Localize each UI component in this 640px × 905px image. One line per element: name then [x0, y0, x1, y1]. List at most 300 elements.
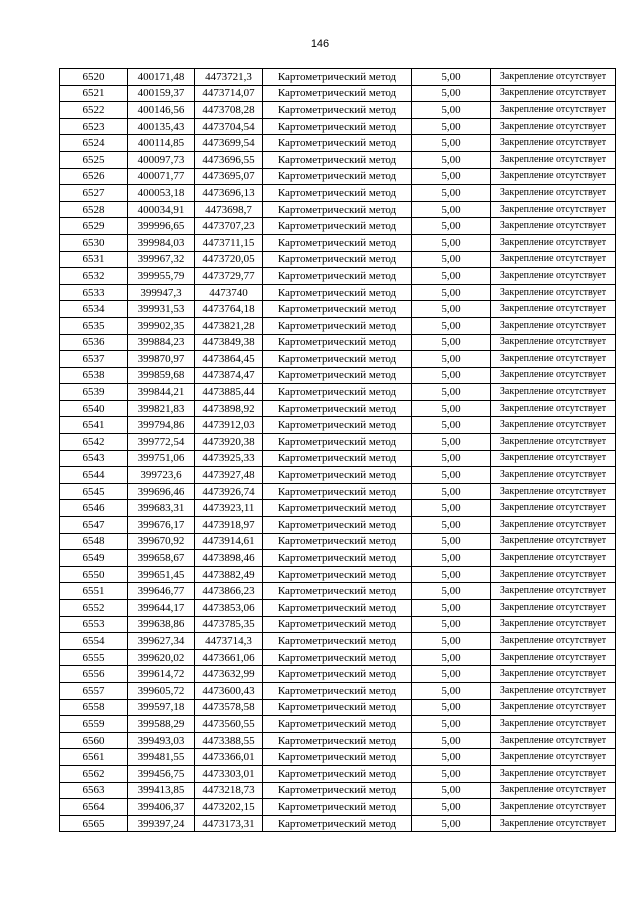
table-row	[60, 815, 616, 832]
y-coordinate-cell: 4473882,49	[195, 566, 263, 583]
method-cell: Картометрический метод	[263, 384, 412, 401]
accuracy-cell: 5,00	[412, 782, 491, 799]
fixation-cell: Закрепление отсутствует	[491, 234, 616, 251]
table-row	[60, 85, 616, 102]
accuracy-cell: 5,00	[412, 517, 491, 534]
x-coordinate-cell: 399947,3	[128, 284, 195, 301]
table-row	[60, 384, 616, 401]
accuracy-cell: 5,00	[412, 682, 491, 699]
x-coordinate-cell: 399605,72	[128, 682, 195, 699]
x-coordinate-cell: 399406,37	[128, 799, 195, 816]
method-cell: Картометрический метод	[263, 517, 412, 534]
method-cell: Картометрический метод	[263, 500, 412, 517]
y-coordinate-cell: 4473874,47	[195, 367, 263, 384]
y-coordinate-cell: 4473925,33	[195, 450, 263, 467]
fixation-cell: Закрепление отсутствует	[491, 649, 616, 666]
fixation-cell: Закрепление отсутствует	[491, 317, 616, 334]
accuracy-cell: 5,00	[412, 765, 491, 782]
table-row	[60, 799, 616, 816]
y-coordinate-cell: 4473764,18	[195, 301, 263, 318]
point-number-cell: 6555	[60, 649, 128, 666]
method-cell: Картометрический метод	[263, 251, 412, 268]
y-coordinate-cell: 4473303,01	[195, 765, 263, 782]
fixation-cell: Закрепление отсутствует	[491, 799, 616, 816]
method-cell: Картометрический метод	[263, 583, 412, 600]
method-cell: Картометрический метод	[263, 749, 412, 766]
accuracy-cell: 5,00	[412, 550, 491, 567]
y-coordinate-cell: 4473578,58	[195, 699, 263, 716]
method-cell: Картометрический метод	[263, 434, 412, 451]
point-number-cell: 6554	[60, 633, 128, 650]
method-cell: Картометрический метод	[263, 716, 412, 733]
point-number-cell: 6522	[60, 102, 128, 119]
x-coordinate-cell: 400171,48	[128, 69, 195, 86]
x-coordinate-cell: 399884,23	[128, 334, 195, 351]
method-cell: Картометрический метод	[263, 550, 412, 567]
accuracy-cell: 5,00	[412, 699, 491, 716]
accuracy-cell: 5,00	[412, 284, 491, 301]
fixation-cell: Закрепление отсутствует	[491, 732, 616, 749]
accuracy-cell: 5,00	[412, 716, 491, 733]
fixation-cell: Закрепление отсутствует	[491, 815, 616, 832]
x-coordinate-cell: 399397,24	[128, 815, 195, 832]
method-cell: Картометрический метод	[263, 566, 412, 583]
fixation-cell: Закрепление отсутствует	[491, 351, 616, 368]
table-row	[60, 118, 616, 135]
point-number-cell: 6562	[60, 765, 128, 782]
method-cell: Картометрический метод	[263, 85, 412, 102]
table-row	[60, 633, 616, 650]
y-coordinate-cell: 4473560,55	[195, 716, 263, 733]
y-coordinate-cell: 4473866,23	[195, 583, 263, 600]
point-number-cell: 6534	[60, 301, 128, 318]
point-number-cell: 6531	[60, 251, 128, 268]
x-coordinate-cell: 399870,97	[128, 351, 195, 368]
x-coordinate-cell: 400114,85	[128, 135, 195, 152]
x-coordinate-cell: 399794,86	[128, 417, 195, 434]
point-number-cell: 6541	[60, 417, 128, 434]
y-coordinate-cell: 4473704,54	[195, 118, 263, 135]
fixation-cell: Закрепление отсутствует	[491, 400, 616, 417]
point-number-cell: 6536	[60, 334, 128, 351]
y-coordinate-cell: 4473849,38	[195, 334, 263, 351]
accuracy-cell: 5,00	[412, 533, 491, 550]
fixation-cell: Закрепление отсутствует	[491, 450, 616, 467]
accuracy-cell: 5,00	[412, 649, 491, 666]
fixation-cell: Закрепление отсутствует	[491, 168, 616, 185]
table-row	[60, 716, 616, 733]
point-number-cell: 6540	[60, 400, 128, 417]
x-coordinate-cell: 399902,35	[128, 317, 195, 334]
x-coordinate-cell: 400071,77	[128, 168, 195, 185]
method-cell: Картометрический метод	[263, 417, 412, 434]
point-number-cell: 6527	[60, 185, 128, 202]
point-number-cell: 6523	[60, 118, 128, 135]
accuracy-cell: 5,00	[412, 268, 491, 285]
accuracy-cell: 5,00	[412, 434, 491, 451]
accuracy-cell: 5,00	[412, 500, 491, 517]
y-coordinate-cell: 4473926,74	[195, 483, 263, 500]
fixation-cell: Закрепление отсутствует	[491, 118, 616, 135]
accuracy-cell: 5,00	[412, 185, 491, 202]
method-cell: Картометрический метод	[263, 732, 412, 749]
x-coordinate-cell: 399772,54	[128, 434, 195, 451]
fixation-cell: Закрепление отсутствует	[491, 185, 616, 202]
x-coordinate-cell: 399413,85	[128, 782, 195, 799]
accuracy-cell: 5,00	[412, 400, 491, 417]
table-row	[60, 151, 616, 168]
table-row	[60, 284, 616, 301]
method-cell: Картометрический метод	[263, 666, 412, 683]
point-number-cell: 6542	[60, 434, 128, 451]
method-cell: Картометрический метод	[263, 782, 412, 799]
fixation-cell: Закрепление отсутствует	[491, 102, 616, 119]
method-cell: Картометрический метод	[263, 616, 412, 633]
method-cell: Картометрический метод	[263, 317, 412, 334]
fixation-cell: Закрепление отсутствует	[491, 467, 616, 484]
fixation-cell: Закрепление отсутствует	[491, 367, 616, 384]
point-number-cell: 6560	[60, 732, 128, 749]
accuracy-cell: 5,00	[412, 334, 491, 351]
table-row	[60, 135, 616, 152]
accuracy-cell: 5,00	[412, 85, 491, 102]
accuracy-cell: 5,00	[412, 815, 491, 832]
method-cell: Картометрический метод	[263, 151, 412, 168]
accuracy-cell: 5,00	[412, 251, 491, 268]
accuracy-cell: 5,00	[412, 102, 491, 119]
method-cell: Картометрический метод	[263, 600, 412, 617]
x-coordinate-cell: 399638,86	[128, 616, 195, 633]
accuracy-cell: 5,00	[412, 633, 491, 650]
y-coordinate-cell: 4473707,23	[195, 218, 263, 235]
accuracy-cell: 5,00	[412, 600, 491, 617]
fixation-cell: Закрепление отсутствует	[491, 201, 616, 218]
y-coordinate-cell: 4473914,61	[195, 533, 263, 550]
fixation-cell: Закрепление отсутствует	[491, 616, 616, 633]
table-row	[60, 732, 616, 749]
table-row	[60, 185, 616, 202]
method-cell: Картометрический метод	[263, 467, 412, 484]
point-number-cell: 6563	[60, 782, 128, 799]
y-coordinate-cell: 4473898,46	[195, 550, 263, 567]
table-row	[60, 699, 616, 716]
accuracy-cell: 5,00	[412, 583, 491, 600]
method-cell: Картометрический метод	[263, 815, 412, 832]
x-coordinate-cell: 399984,03	[128, 234, 195, 251]
method-cell: Картометрический метод	[263, 351, 412, 368]
x-coordinate-cell: 399723,6	[128, 467, 195, 484]
x-coordinate-cell: 399620,02	[128, 649, 195, 666]
point-number-cell: 6520	[60, 69, 128, 86]
y-coordinate-cell: 4473698,7	[195, 201, 263, 218]
table-row	[60, 317, 616, 334]
point-number-cell: 6556	[60, 666, 128, 683]
point-number-cell: 6533	[60, 284, 128, 301]
point-number-cell: 6565	[60, 815, 128, 832]
x-coordinate-cell: 399658,67	[128, 550, 195, 567]
point-number-cell: 6544	[60, 467, 128, 484]
fixation-cell: Закрепление отсутствует	[491, 782, 616, 799]
y-coordinate-cell: 4473695,07	[195, 168, 263, 185]
y-coordinate-cell: 4473918,97	[195, 517, 263, 534]
method-cell: Картометрический метод	[263, 201, 412, 218]
x-coordinate-cell: 399844,21	[128, 384, 195, 401]
x-coordinate-cell: 399967,32	[128, 251, 195, 268]
method-cell: Картометрический метод	[263, 483, 412, 500]
x-coordinate-cell: 399996,65	[128, 218, 195, 235]
method-cell: Картометрический метод	[263, 69, 412, 86]
table-row	[60, 616, 616, 633]
x-coordinate-cell: 399683,31	[128, 500, 195, 517]
fixation-cell: Закрепление отсутствует	[491, 417, 616, 434]
table-row	[60, 749, 616, 766]
x-coordinate-cell: 400146,56	[128, 102, 195, 119]
coordinates-table	[59, 68, 616, 832]
y-coordinate-cell: 4473714,07	[195, 85, 263, 102]
x-coordinate-cell: 400053,18	[128, 185, 195, 202]
y-coordinate-cell: 4473785,35	[195, 616, 263, 633]
table-row	[60, 649, 616, 666]
x-coordinate-cell: 399614,72	[128, 666, 195, 683]
x-coordinate-cell: 400159,37	[128, 85, 195, 102]
point-number-cell: 6521	[60, 85, 128, 102]
point-number-cell: 6547	[60, 517, 128, 534]
method-cell: Картометрический метод	[263, 234, 412, 251]
x-coordinate-cell: 399751,06	[128, 450, 195, 467]
point-number-cell: 6532	[60, 268, 128, 285]
fixation-cell: Закрепление отсутствует	[491, 218, 616, 235]
x-coordinate-cell: 399493,03	[128, 732, 195, 749]
table-row	[60, 782, 616, 799]
point-number-cell: 6558	[60, 699, 128, 716]
point-number-cell: 6564	[60, 799, 128, 816]
point-number-cell: 6528	[60, 201, 128, 218]
y-coordinate-cell: 4473202,15	[195, 799, 263, 816]
method-cell: Картометрический метод	[263, 102, 412, 119]
accuracy-cell: 5,00	[412, 666, 491, 683]
fixation-cell: Закрепление отсутствует	[491, 384, 616, 401]
point-number-cell: 6535	[60, 317, 128, 334]
accuracy-cell: 5,00	[412, 69, 491, 86]
accuracy-cell: 5,00	[412, 749, 491, 766]
point-number-cell: 6549	[60, 550, 128, 567]
fixation-cell: Закрепление отсутствует	[491, 600, 616, 617]
accuracy-cell: 5,00	[412, 417, 491, 434]
y-coordinate-cell: 4473600,43	[195, 682, 263, 699]
y-coordinate-cell: 4473721,3	[195, 69, 263, 86]
table-row	[60, 682, 616, 699]
point-number-cell: 6559	[60, 716, 128, 733]
y-coordinate-cell: 4473920,38	[195, 434, 263, 451]
accuracy-cell: 5,00	[412, 483, 491, 500]
table-row	[60, 168, 616, 185]
accuracy-cell: 5,00	[412, 317, 491, 334]
point-number-cell: 6529	[60, 218, 128, 235]
fixation-cell: Закрепление отсутствует	[491, 749, 616, 766]
x-coordinate-cell: 399696,46	[128, 483, 195, 500]
method-cell: Картометрический метод	[263, 400, 412, 417]
method-cell: Картометрический метод	[263, 699, 412, 716]
method-cell: Картометрический метод	[263, 168, 412, 185]
fixation-cell: Закрепление отсутствует	[491, 483, 616, 500]
table-row	[60, 500, 616, 517]
accuracy-cell: 5,00	[412, 732, 491, 749]
table-row	[60, 367, 616, 384]
accuracy-cell: 5,00	[412, 467, 491, 484]
table-row	[60, 69, 616, 86]
method-cell: Картометрический метод	[263, 135, 412, 152]
point-number-cell: 6553	[60, 616, 128, 633]
table-row	[60, 450, 616, 467]
x-coordinate-cell: 399955,79	[128, 268, 195, 285]
y-coordinate-cell: 4473632,99	[195, 666, 263, 683]
y-coordinate-cell: 4473696,13	[195, 185, 263, 202]
fixation-cell: Закрепление отсутствует	[491, 765, 616, 782]
method-cell: Картометрический метод	[263, 649, 412, 666]
fixation-cell: Закрепление отсутствует	[491, 268, 616, 285]
table-row	[60, 218, 616, 235]
fixation-cell: Закрепление отсутствует	[491, 583, 616, 600]
point-number-cell: 6545	[60, 483, 128, 500]
table-row	[60, 533, 616, 550]
y-coordinate-cell: 4473366,01	[195, 749, 263, 766]
y-coordinate-cell: 4473927,48	[195, 467, 263, 484]
method-cell: Картометрический метод	[263, 118, 412, 135]
fixation-cell: Закрепление отсутствует	[491, 566, 616, 583]
point-number-cell: 6525	[60, 151, 128, 168]
table-row	[60, 483, 616, 500]
table-row	[60, 334, 616, 351]
x-coordinate-cell: 400135,43	[128, 118, 195, 135]
table-row	[60, 566, 616, 583]
table-row	[60, 600, 616, 617]
table-body	[60, 69, 616, 832]
x-coordinate-cell: 400097,73	[128, 151, 195, 168]
accuracy-cell: 5,00	[412, 351, 491, 368]
accuracy-cell: 5,00	[412, 201, 491, 218]
accuracy-cell: 5,00	[412, 168, 491, 185]
method-cell: Картометрический метод	[263, 268, 412, 285]
y-coordinate-cell: 4473898,92	[195, 400, 263, 417]
x-coordinate-cell: 399627,34	[128, 633, 195, 650]
method-cell: Картометрический метод	[263, 301, 412, 318]
accuracy-cell: 5,00	[412, 450, 491, 467]
table-row	[60, 417, 616, 434]
method-cell: Картометрический метод	[263, 533, 412, 550]
table-row	[60, 765, 616, 782]
table-row	[60, 550, 616, 567]
table-row	[60, 201, 616, 218]
y-coordinate-cell: 4473885,44	[195, 384, 263, 401]
fixation-cell: Закрепление отсутствует	[491, 517, 616, 534]
page-number: 146	[310, 38, 330, 50]
method-cell: Картометрический метод	[263, 450, 412, 467]
fixation-cell: Закрепление отсутствует	[491, 151, 616, 168]
y-coordinate-cell: 4473218,73	[195, 782, 263, 799]
y-coordinate-cell: 4473699,54	[195, 135, 263, 152]
accuracy-cell: 5,00	[412, 566, 491, 583]
fixation-cell: Закрепление отсутствует	[491, 284, 616, 301]
x-coordinate-cell: 399481,55	[128, 749, 195, 766]
accuracy-cell: 5,00	[412, 218, 491, 235]
accuracy-cell: 5,00	[412, 301, 491, 318]
point-number-cell: 6561	[60, 749, 128, 766]
y-coordinate-cell: 4473740	[195, 284, 263, 301]
y-coordinate-cell: 4473821,28	[195, 317, 263, 334]
y-coordinate-cell: 4473720,05	[195, 251, 263, 268]
table-row	[60, 467, 616, 484]
point-number-cell: 6550	[60, 566, 128, 583]
accuracy-cell: 5,00	[412, 799, 491, 816]
table-row	[60, 234, 616, 251]
table-row	[60, 268, 616, 285]
fixation-cell: Закрепление отсутствует	[491, 666, 616, 683]
table-row	[60, 666, 616, 683]
point-number-cell: 6548	[60, 533, 128, 550]
method-cell: Картометрический метод	[263, 682, 412, 699]
fixation-cell: Закрепление отсутствует	[491, 500, 616, 517]
method-cell: Картометрический метод	[263, 284, 412, 301]
fixation-cell: Закрепление отсутствует	[491, 699, 616, 716]
accuracy-cell: 5,00	[412, 135, 491, 152]
fixation-cell: Закрепление отсутствует	[491, 633, 616, 650]
fixation-cell: Закрепление отсутствует	[491, 533, 616, 550]
table-row	[60, 434, 616, 451]
method-cell: Картометрический метод	[263, 765, 412, 782]
table-row	[60, 251, 616, 268]
x-coordinate-cell: 399651,45	[128, 566, 195, 583]
fixation-cell: Закрепление отсутствует	[491, 69, 616, 86]
fixation-cell: Закрепление отсутствует	[491, 550, 616, 567]
y-coordinate-cell: 4473864,45	[195, 351, 263, 368]
x-coordinate-cell: 399588,29	[128, 716, 195, 733]
method-cell: Картометрический метод	[263, 799, 412, 816]
fixation-cell: Закрепление отсутствует	[491, 716, 616, 733]
point-number-cell: 6530	[60, 234, 128, 251]
point-number-cell: 6537	[60, 351, 128, 368]
fixation-cell: Закрепление отсутствует	[491, 85, 616, 102]
y-coordinate-cell: 4473923,11	[195, 500, 263, 517]
method-cell: Картометрический метод	[263, 367, 412, 384]
point-number-cell: 6546	[60, 500, 128, 517]
y-coordinate-cell: 4473696,55	[195, 151, 263, 168]
x-coordinate-cell: 399644,17	[128, 600, 195, 617]
table-row	[60, 517, 616, 534]
accuracy-cell: 5,00	[412, 384, 491, 401]
method-cell: Картометрический метод	[263, 185, 412, 202]
point-number-cell: 6538	[60, 367, 128, 384]
y-coordinate-cell: 4473729,77	[195, 268, 263, 285]
y-coordinate-cell: 4473711,15	[195, 234, 263, 251]
x-coordinate-cell: 399646,77	[128, 583, 195, 600]
y-coordinate-cell: 4473853,06	[195, 600, 263, 617]
method-cell: Картометрический метод	[263, 633, 412, 650]
fixation-cell: Закрепление отсутствует	[491, 682, 616, 699]
x-coordinate-cell: 399597,18	[128, 699, 195, 716]
y-coordinate-cell: 4473708,28	[195, 102, 263, 119]
y-coordinate-cell: 4473912,03	[195, 417, 263, 434]
y-coordinate-cell: 4473714,3	[195, 633, 263, 650]
point-number-cell: 6557	[60, 682, 128, 699]
y-coordinate-cell: 4473661,06	[195, 649, 263, 666]
accuracy-cell: 5,00	[412, 118, 491, 135]
method-cell: Картометрический метод	[263, 218, 412, 235]
y-coordinate-cell: 4473388,55	[195, 732, 263, 749]
x-coordinate-cell: 399931,53	[128, 301, 195, 318]
x-coordinate-cell: 399456,75	[128, 765, 195, 782]
point-number-cell: 6543	[60, 450, 128, 467]
point-number-cell: 6539	[60, 384, 128, 401]
